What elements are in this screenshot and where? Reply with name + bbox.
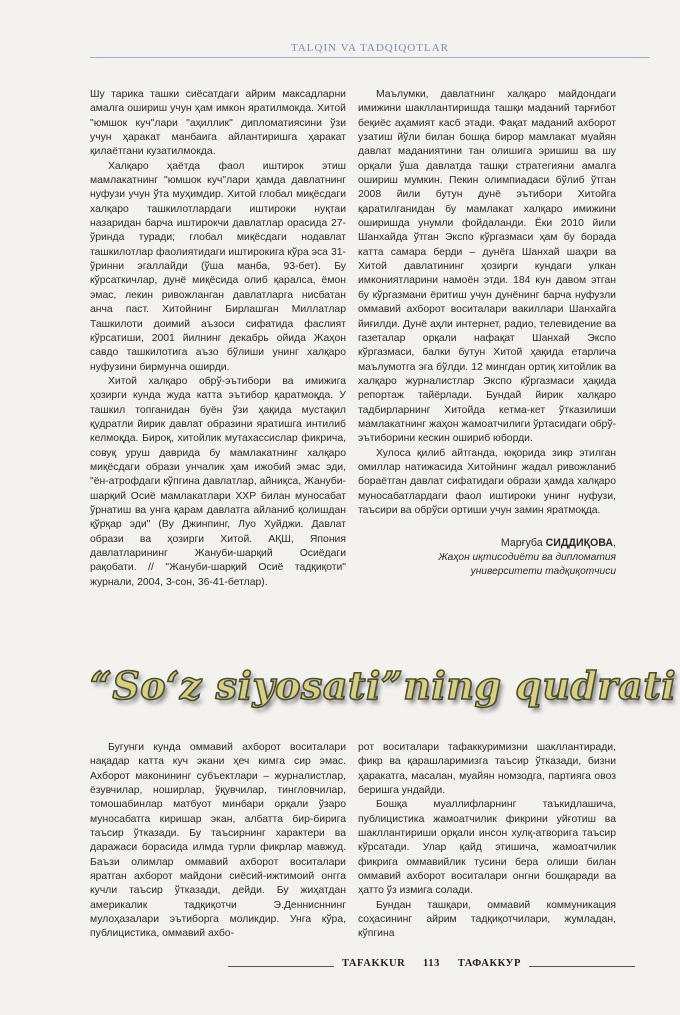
bottom-left-column	[90, 741, 346, 942]
paragraph: рот воситалари тафаккуримизни шакллантиради, фикр ва қарашларимизга таъсир ўтказади, бизни ҳаракатга, масалан, муайян номзодга, партияга овоз беришга ундайди.	[358, 742, 616, 797]
running-header	[90, 38, 650, 56]
article-title: “So‘z siyosati”ning qudrati	[90, 663, 677, 708]
footer-text	[228, 958, 635, 969]
article-title-banner	[90, 656, 677, 716]
paragraph: Хитой халқаро обрў-эътибори ва имижига ҳозирги кунда жуда катта эътибор қаратмоқда. У ташкил топганидан буён ўзи ҳақида мустақил қудратли йирик давлат образини яратишга интилиб келмоқда. Бироқ, хитойлик мутахассислар фикрича, совуқ уруш даврида бу мамлакатнинг халқаро миқёсдаги образи унчалик ҳам ижобий эмас эди, "ён-атрофдаги кўпгина давлатлар, айниқса, Жануби-шарқий Осиё мамлакатлари ХХР билан муносабат ўрнатиш ва унга қарам давлатга айланиб қолишдан қўрқар эди" (Ву Джинпинг, Луо Хуйджи. Давлат образи ва ҳозирги Хитой. АҚШ, Япония давлатларининг Жануби-шарқий Осиёдаги рақобати. // "Жануби-шарқий Осиё тадқиқоти" журнали, 2004, 3-сон, 36-41-бетлар).	[90, 375, 346, 588]
page-footer	[228, 958, 635, 974]
author-affiliation-line: Жаҳон иқтисодиёти ва дипломатия	[438, 551, 616, 563]
paragraph: Бошқа муаллифларнинг таъкидлашича, публицистика жамоатчилик фикрини уйғотиш ва шакллантириши орқали инсон хулқ-атворига таъсир кўрсатади. Улар қайд этишича, жамоатчилик фикрига оммавийлик тусини бера олиши билан оммавий ахборот воситалари онгни бошқаради ва ҳатто ўз измига солади.	[358, 799, 616, 897]
top-right-column	[358, 88, 616, 579]
paragraph: Маълумки, давлатнинг халқаро майдондаги имижини шакллантиришда ташқи маданий тарғибот беқиёс аҳамият касб этади. Фақат маданий ахборот узатиш йўли билан бошқа бирор мамлакат муайян давлат маданиятини тан олишига эришиш ва шу орқали ўша давлатда ташқи стратегияни амалга ошириш мумкин. Пекин олимпиадаси бўлиб ўтган 2008 йили бутун дунё эътибори Хитойга қаратилганидан бу мамлакат халқаро имижини оширишда унумли фойдаланди. Ёки 2010 йили Шанхайда ўтган Экспо кўргазмаси ҳам бу борада катта самара берди – дунёга Шанхай шаҳри ва Хитой давлатининг ҳозирги кундаги улкан имкониятларини намоён этди. 184 кун давом этган бу кўргазмани ёритиш учун дунёнинг барча нуфузли оммавий ахборот воситалари вакиллари Шанхайга йиғилди. Дунё аҳли интернет, радио, телевидение ва газеталар орқали нафақат Шанхай Экспо кўргазмаси, балки бутун Хитой ҳақида етарлича маълумотга эга бўлди. 12 мингдан ортиқ хитойлик ва халқаро журналистлар Экспо кўргазмаси ҳақида репортаж тайёрлади. Бундай йирик халқаро тадбирларнинг Хитойда кетма-кет ўтказилиши мамлакатнинг жаҳон жамоатчилиги ўртасидаги обрў-эътиборини кескин ошириб юборди.	[358, 89, 616, 445]
author-affiliation-line: университети тадқиқотчиси	[470, 565, 616, 577]
page-number: 113	[419, 958, 444, 969]
footer-magazine-cyrillic: ТАФАККУР	[454, 958, 525, 969]
paragraph: Хулоса қилиб айтганда, юқорида зикр этилган омиллар натижасида Хитойнинг жадал ривожланиб бораётган давлат сифатидаги образи ҳамда халқаро муносабатлардаги фаол иштироки унинг нуфузи, таъсири ва обрўси ортиши учун замин яратмоқда.	[358, 447, 616, 516]
paragraph: Халқаро ҳаётда фаол иштирок этиш мамлакатнинг "юмшок куч"лари ҳамда давлатнинг нуфузи учун ўта муҳимдир. Хитой глобал миқёсдаги халқаро ташкилотлардаги иштироки нуқтаи назаридан барча иштирокчи давлатлар орасида 27-ўринда туради; глобал миқёсдаги нодавлат ташкилотлар фаолиятидаги иштирокига кўра эса 31-ўринни эгаллайди (ўша манба, 93-бет). Бу кўрсаткичлар, дунё миқёсида олиб қаралса, ёмон эмас, лекин ривожланган давлатларга нисбатан анча паст. Хитойнинг Бирлашган Миллатлар Ташкилоти доимий аъзоси сифатида фаслият кўрсатиши, 2001 йилнинг декабрь ойида Жаҳон савдо ташкилотига аъзо бўлиши унинг халқаро нуфузини бирмунча оширди.	[90, 160, 346, 373]
author-name: Марғуба СИДДИҚОВА,	[500, 537, 616, 550]
section-title: TALQIN VA TADQIQOTLAR	[287, 42, 453, 54]
paragraph: Бундан ташқари, оммавий коммуникация соҳасининг айрим тадқиқотчилари, жумладан, кўпгина	[358, 899, 616, 940]
paragraph: Шу тарика ташки сиёсатдаги айрим максадларни амалга ошириш учун ҳам имкон яратилмокда. Хитой "юмшок куч"лари "аҳиллик" дипломатиясини ўзи учун ҳаракат манбаига айлантиришга ҳаракат қилаётгани кузатилмокда.	[90, 89, 346, 158]
paragraph: Бугунги кунда оммавий ахборот воситалари нақадар катта куч экани ҳеч кимга сир эмас. Ахборот маконининг субъектлари – журналистлар, ёзувчилар, ноширлар, ўқувчилар, тингловчилар, томошабинлар матбуот минбари орқали ўзаро муносабатга киришар экан, албатта бир-бирига таъсир ўтказади. Бу таъсирнинг характери ва даражаси борасида илмда турли фикрлар мавжуд. Баъзи олимлар оммавий ахборот воситалари яратган ахборот майдони сиёсий-ижтимоий онгга кучли таъсир ўтказади, дейди. Бу жиҳатдан америкалик тадқиқотчи Э.Деннисннинг мулоҳазалари эътиборга моликдир. Унга кўра, публицистика, оммавий ахбо-	[90, 742, 346, 940]
bottom-right-column	[358, 741, 616, 942]
author-signature	[358, 536, 616, 578]
top-left-column	[90, 88, 346, 590]
header-rule	[90, 57, 650, 58]
footer-magazine-latin: TAFAKKUR	[338, 958, 409, 969]
